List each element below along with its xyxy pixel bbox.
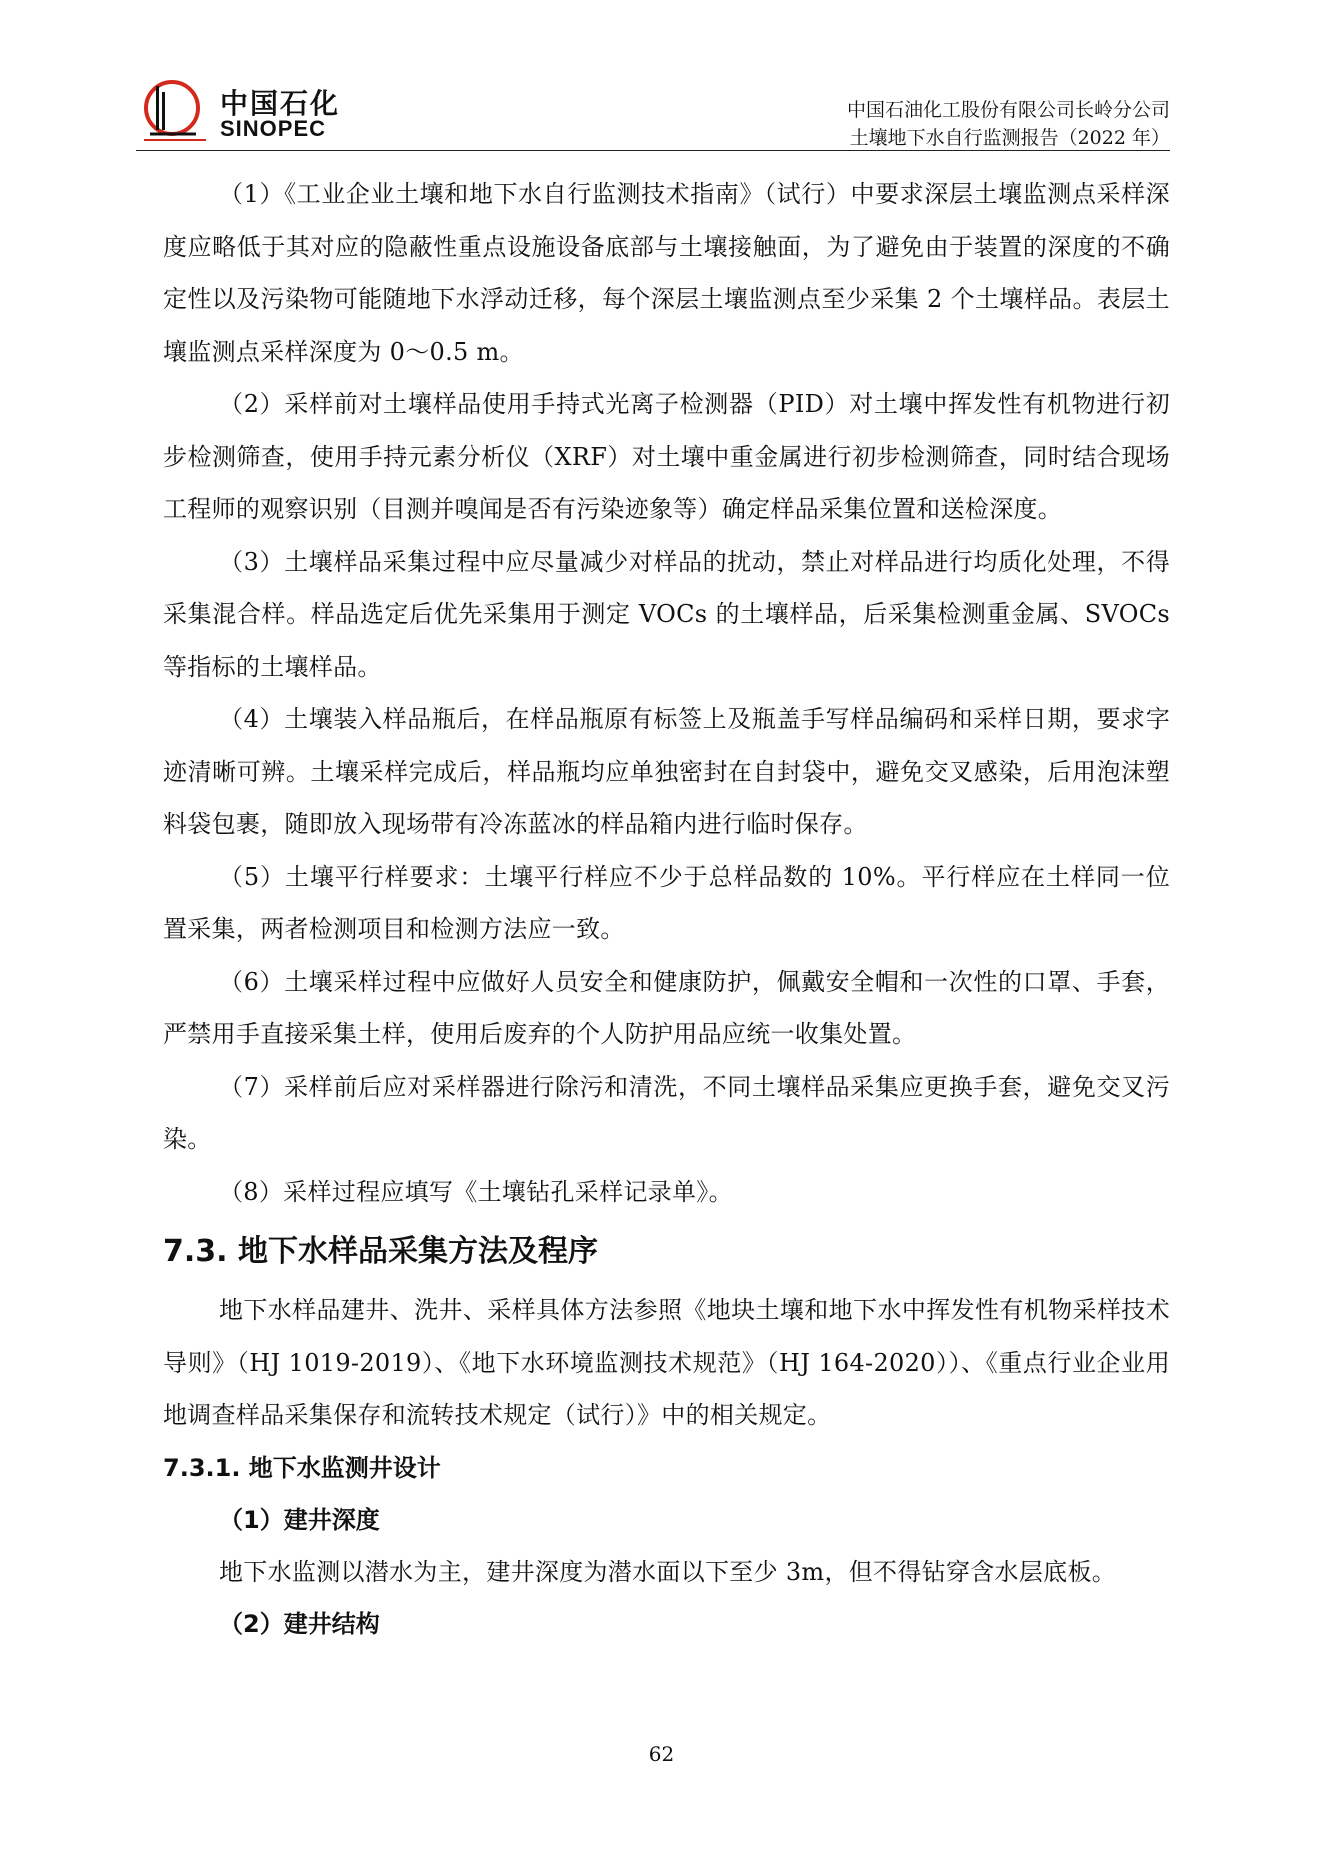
paragraph: （3）土壤样品采集过程中应尽量减少对样品的扰动，禁止对样品进行均质化处理，不得采集混合样。样品选定后优先采集用于测定 VOCs 的土壤样品，后采集检测重金属、SVOCs 等指标的土壤样品。 <box>163 547 1170 681</box>
paragraph: （7）采样前后应对采样器进行除污和清洗，不同土壤样品采集应更换手套，避免交叉污染。 <box>163 1072 1170 1153</box>
page-number: 62 <box>648 1742 675 1766</box>
paragraph: （4）土壤装入样品瓶后，在样品瓶原有标签上及瓶盖手写样品编码和采样日期，要求字迹清晰可辨。土壤采样完成后，样品瓶均应单独密封在自封袋中，避免交叉感染，后用泡沫塑料袋包裹，随即放入现场带有冷冻蓝冰的样品箱内进行临时保存。 <box>163 705 1170 838</box>
company-name: 中国石油化工股份有限公司长岭分公司 <box>846 99 1170 121</box>
sinopec-logo <box>136 78 496 142</box>
page-header <box>136 58 1170 152</box>
subsection-heading: 7.3.1. 地下水监测井设计 <box>163 1453 441 1482</box>
paragraph: （8）采样过程应填写《土壤钻孔采样记录单》。 <box>219 1177 733 1206</box>
paragraph: （2）采样前对土壤样品使用手持式光离子检测器（PID）对土壤中挥发性有机物进行初步检测筛查，使用手持元素分析仪（XRF）对土壤中重金属进行初步检测筛查，同时结合现场工程师的观察识别（目测并嗅闻是否有污染迹象等）确定样品采集位置和送检深度。 <box>163 390 1170 523</box>
paragraph: （6）土壤采样过程中应做好人员安全和健康防护，佩戴安全帽和一次性的口罩、手套，严禁用手直接采集土样，使用后废弃的个人防护用品应统一收集处置。 <box>163 967 1170 1048</box>
sinopec-logo-icon <box>136 78 216 142</box>
item-heading: （2）建井结构 <box>219 1610 380 1638</box>
paragraph: （5）土壤平行样要求：土壤平行样应不少于总样品数的 10%。平行样应在土样同一位置采集，两者检测项目和检测方法应一致。 <box>163 862 1170 943</box>
section-heading: 7.3. 地下水样品采集方法及程序 <box>163 1234 598 1269</box>
report-title: 土壤地下水自行监测报告（2022 年） <box>849 127 1170 149</box>
header-divider <box>136 150 1170 151</box>
header-title-block <box>847 96 1170 152</box>
paragraph: 地下水样品建井、洗井、采样具体方法参照《地块土壤和地下水中挥发性有机物采样技术导则》（HJ 1019-2019）、《地下水环境监测技术规范》（HJ 164-2020））、《重点行业企业用地调查样品采集保存和流转技术规定（试行）》中的相关规定。 <box>163 1296 1170 1429</box>
page-body <box>163 168 1170 1650</box>
logo-chinese-text: 中国石化 <box>220 87 341 120</box>
logo-english-text: SINOPEC <box>220 116 327 141</box>
paragraph: （1）《工业企业土壤和地下水自行监测技术指南》（试行）中要求深层土壤监测点采样深度应略低于其对应的隐蔽性重点设施设备底部与土壤接触面，为了避免由于装置的深度的不确定性以及污染物可能随地下水浮动迁移，每个深层土壤监测点至少采集 2 个土壤样品。表层土壤监测点采样深度为 0～0.5 m。 <box>163 180 1170 366</box>
item-heading: （1）建井深度 <box>219 1505 380 1534</box>
paragraph: 地下水监测以潜水为主，建井深度为潜水面以下至少 3m，但不得钻穿含水层底板。 <box>219 1557 1117 1586</box>
